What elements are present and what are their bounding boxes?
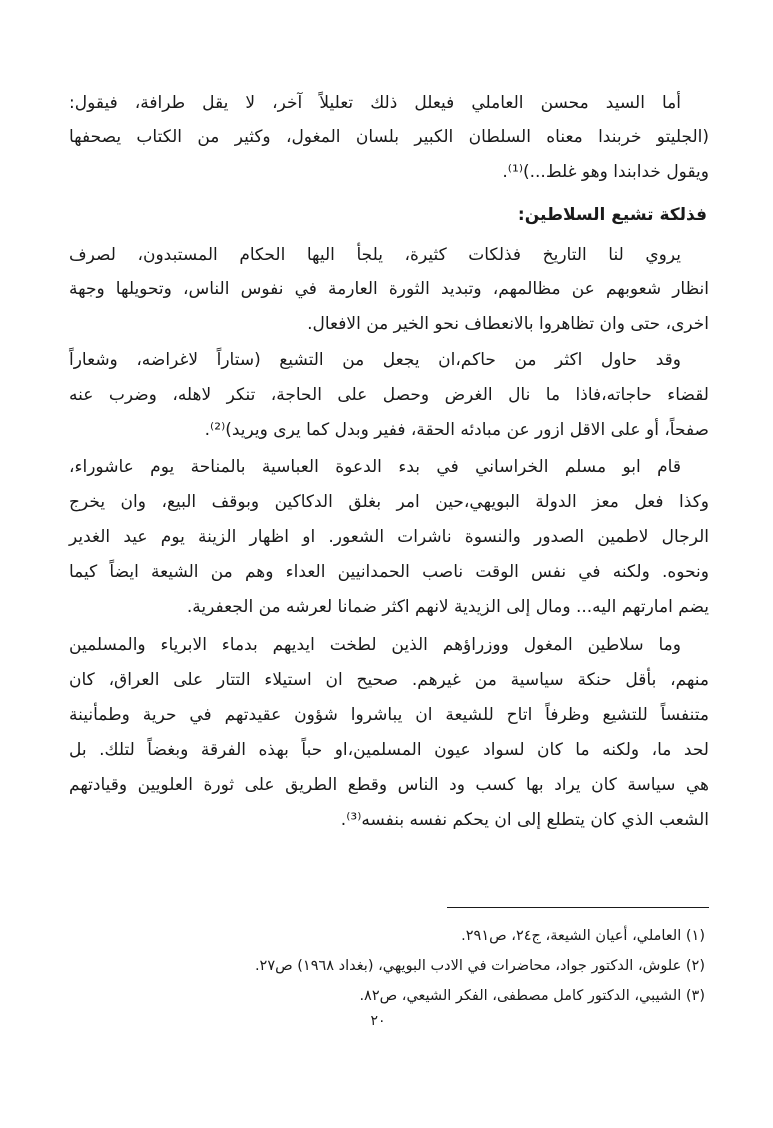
paragraph-5-line-6: الشعب الذي كان يتطلع إلى ان يحكم نفسه بنفسه⁽³⁾. <box>340 810 709 830</box>
paragraph-3-line-2: لقضاء حاجاته،فاذا ما نال الغرض وحصل على الحاجة، تنكر لاهله، وضرب عنه <box>69 385 709 405</box>
paragraph-4-line-3: الرجال لاطمين الصدور والنسوة ناشرات الشعور. او اظهار الزينة يوم عيد الغدير <box>69 527 709 547</box>
page-number: ٢٠ <box>370 1013 386 1029</box>
paragraph-2-line-1: يروي لنا التاريخ فذلكات كثيرة، يلجأ اليها الحكام المستبدون، لصرف <box>69 245 681 265</box>
paragraph-5-line-5: هي سياسة كان يراد بها كسب ود الناس وقطع الطريق على ثورة العلويين وقيادتهم <box>69 775 709 795</box>
footnote-1: (١) العاملي، أعيان الشيعة، ج٢٤، ص٢٩١. <box>461 928 705 944</box>
paragraph-5-line-2: منهم، بأقل حنكة سياسية من غيرهم. صحيح ان استيلاء التتار على العراق، كان <box>69 670 709 690</box>
footnote-3: (٣) الشيبي، الدكتور كامل مصطفى، الفكر الشيعي، ص٨٢. <box>359 988 705 1004</box>
footnote-divider <box>447 907 709 908</box>
footnote-2: (٢) علوش، الدكتور جواد، محاضرات في الادب البويهي، (بغداد ١٩٦٨) ص٢٧. <box>254 958 705 974</box>
paragraph-1-line-2: (الجليتو خربندا معناه السلطان الكبير بلسان المغول، وكثير من الكتاب يصحفها <box>69 127 709 147</box>
paragraph-3-line-3: صفحاً، أو على الاقل ازور عن مبادئه الحقة، ففير وبدل كما يرى ويريد)⁽²⁾. <box>204 420 709 440</box>
paragraph-4-line-4: ونحوه. ولكنه في نفس الوقت ناصب الحمدانيين العداء وهم من الشيعة ايضاً كيما <box>69 562 709 582</box>
paragraph-5-line-1: وما سلاطين المغول ووزراؤهم الذين لطخت ايديهم بدماء الابرياء والمسلمين <box>69 635 681 655</box>
paragraph-4-line-1: قام ابو مسلم الخراساني في بدء الدعوة العباسية بالمناحة يوم عاشوراء، <box>69 457 681 477</box>
paragraph-4-line-5: يضم امارتهم اليه... ومال إلى الزيدية لانهم اكثر ضمانا لعرشه من الجعفرية. <box>186 597 709 617</box>
paragraph-2-line-3: اخرى، حتى وان تظاهروا بالانعطاف نحو الخير من الافعال. <box>307 314 709 334</box>
paragraph-1-line-3: ويقول خدابندا وهو غلط...)⁽¹⁾. <box>502 162 709 182</box>
paragraph-2-line-2: انظار شعوبهم عن مظالمهم، وتبديد الثورة العارمة في نفوس الناس، وتحويلها وجهة <box>69 279 709 299</box>
paragraph-3-line-1: وقد حاول اكثر من حاكم،ان يجعل من التشيع (ستاراً لاغراضه، وشعاراً <box>69 350 681 370</box>
paragraph-5-line-4: لحد ما، ولكنه ما كان لسواد عيون المسلمين،او حباً بهذه الفرقة وبغضاً لتلك. بل <box>69 740 709 760</box>
paragraph-4-line-2: وكذا فعل معز الدولة البويهي،حين امر بغلق الدكاكين وبوقف البيع، وان يخرج <box>69 492 709 512</box>
paragraph-5-line-3: متنفساً للتشيع وظرفاً اتاح للشيعة ان يباشروا شؤون عقيدتهم في حرية وطمأنينة <box>69 705 709 725</box>
section-heading: فذلكة تشيع السلاطين: <box>517 205 707 225</box>
paragraph-1-line-1: أما السيد محسن العاملي فيعلل ذلك تعليلاً آخر، لا يقل طرافة، فيقول: <box>69 93 681 113</box>
